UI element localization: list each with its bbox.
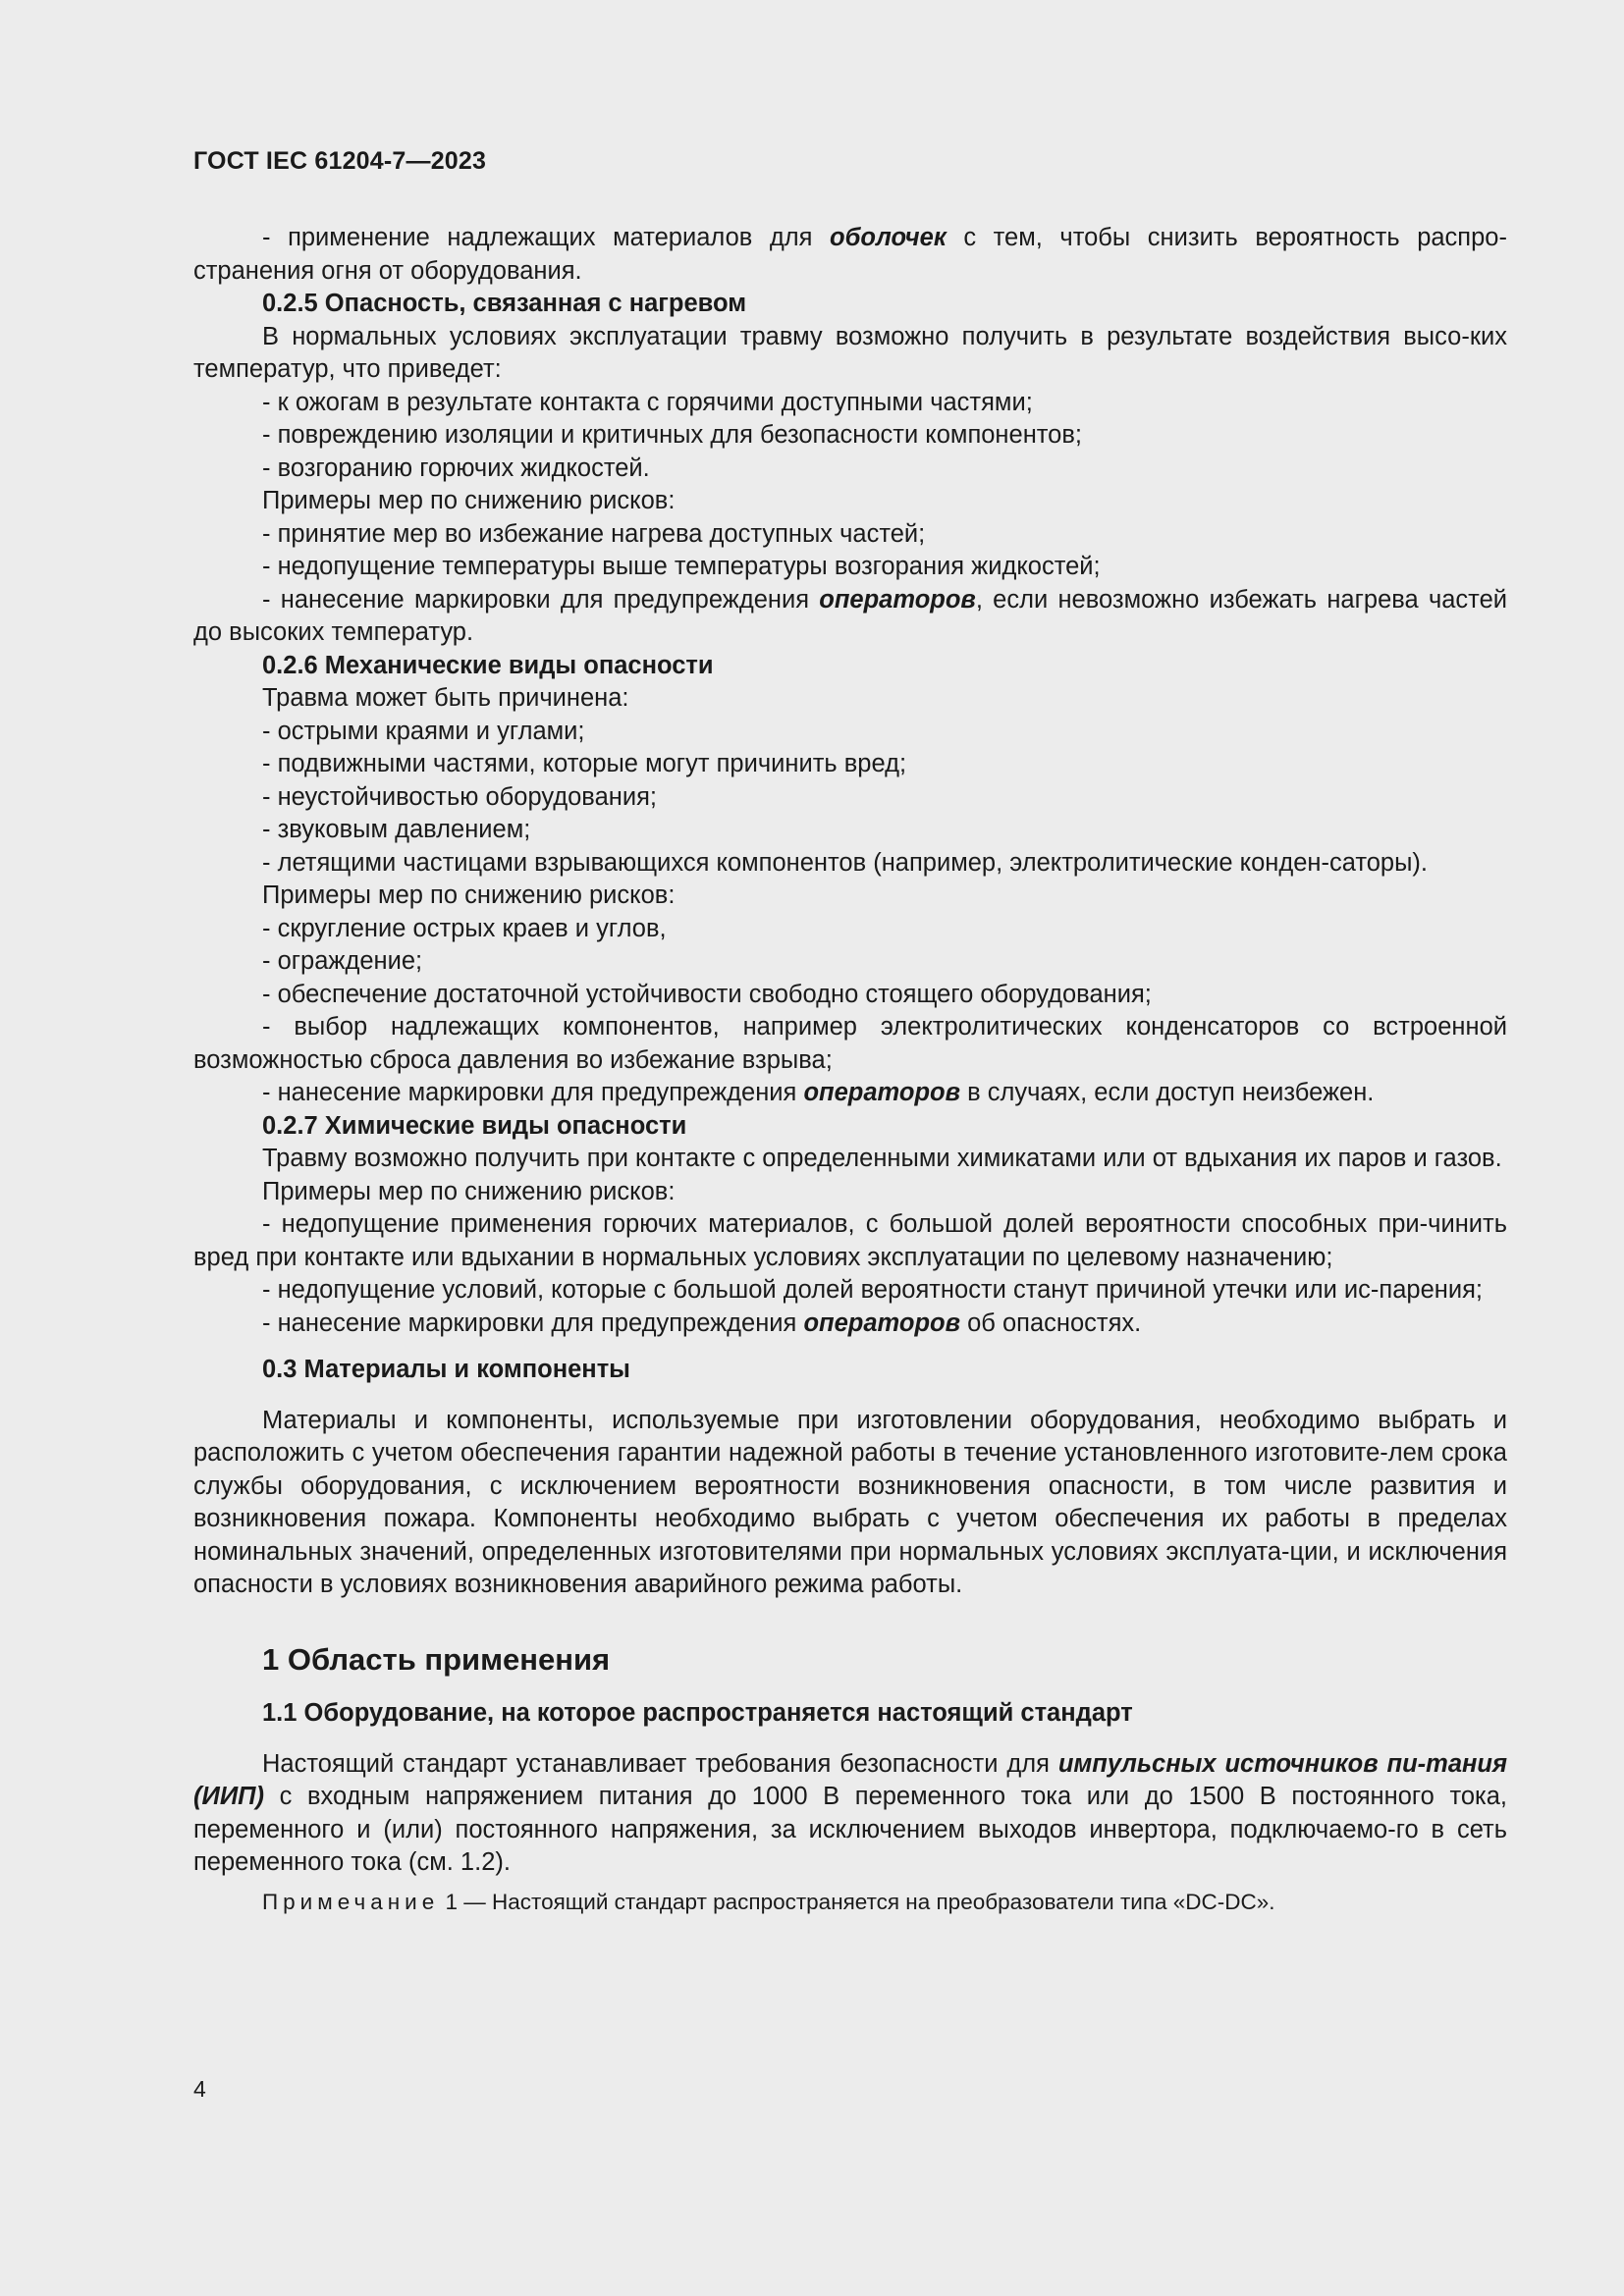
document-body bbox=[193, 222, 1507, 1880]
text-run: - нанесение маркировки для предупреждения bbox=[262, 1308, 804, 1337]
defined-term: операторов bbox=[803, 1079, 960, 1106]
text-run: - звуковым давлением; bbox=[262, 816, 531, 843]
note-text: 1 — Настоящий стандарт распространяется на преобразователи типа «DC-DC». bbox=[439, 1889, 1275, 1914]
text-run: - применение надлежащих материалов для bbox=[262, 224, 831, 251]
list-item bbox=[193, 716, 1507, 749]
text-run: об опасностях. bbox=[960, 1308, 1142, 1337]
text-run: - скругление острых краев и углов, bbox=[262, 914, 667, 942]
text-run: - нанесение маркировки для предупреждения bbox=[262, 1079, 804, 1106]
list-item bbox=[193, 945, 1507, 979]
text-run: - недопущение применения горючих материалов, с большой долей вероятности способных при-чинить вред при контакте или вдыхании в нормальных условиях эксплуатации по целевому назначению; bbox=[193, 1210, 1507, 1271]
text-run: 0.2.6 Механические виды опасности bbox=[262, 651, 714, 679]
text-run: - возгоранию горючих жидкостей. bbox=[262, 454, 650, 482]
text-run: - острыми краями и углами; bbox=[262, 717, 585, 745]
list-item bbox=[193, 584, 1507, 650]
text-run: с тем, чтобы снизить вероятность распро-странения огня от оборудования. bbox=[193, 224, 1507, 285]
list-item bbox=[193, 847, 1507, 881]
text-run: 0.2.5 Опасность, связанная с нагревом bbox=[262, 290, 747, 317]
list-item bbox=[193, 1011, 1507, 1077]
text-run: Травму возможно получить при контакте с определенными химикатами или от вдыхания их паров и газов. bbox=[262, 1145, 1502, 1172]
list-item bbox=[193, 1274, 1507, 1308]
text-run: 0.3 Материалы и компоненты bbox=[262, 1356, 630, 1383]
list-item bbox=[193, 880, 1507, 913]
list-item bbox=[193, 485, 1507, 518]
text-run: - подвижными частями, которые могут причинить вред; bbox=[262, 750, 907, 777]
list-item bbox=[193, 453, 1507, 486]
text-run: 1.1 Оборудование, на которое распространяется настоящий стандарт bbox=[262, 1699, 1133, 1727]
list-item bbox=[193, 748, 1507, 781]
text-run: - принятие мер во избежание нагрева доступных частей; bbox=[262, 519, 926, 548]
paragraph bbox=[193, 1143, 1507, 1176]
text-run: - выбор надлежащих компонентов, например электролитических конденсаторов со встроенной возможностью сброса давления во избежание взрыва; bbox=[193, 1013, 1507, 1074]
text-run: - неустойчивостью оборудования; bbox=[262, 782, 657, 811]
note bbox=[193, 1888, 1507, 1917]
list-item bbox=[193, 387, 1507, 420]
text-run: - нанесение маркировки для предупреждения bbox=[262, 585, 820, 614]
defined-term: операторов bbox=[819, 585, 976, 614]
text-run: - летящими частицами взрывающихся компонентов (например, электролитические конден-саторы). bbox=[262, 848, 1429, 877]
subsection-heading bbox=[193, 1110, 1507, 1144]
text-run: Примеры мер по снижению рисков: bbox=[262, 1177, 676, 1205]
page-number: 4 bbox=[193, 2076, 206, 2102]
defined-term: импульсных источников пи-тания (ИИП) bbox=[193, 1749, 1508, 1810]
defined-term: оболочек bbox=[830, 224, 947, 251]
list-item bbox=[193, 1308, 1507, 1341]
text-run: в случаях, если доступ неизбежен. bbox=[960, 1079, 1375, 1106]
text-run: - ограждение; bbox=[262, 947, 423, 975]
text-run: Материалы и компоненты, используемые при изготовлении оборудования, необходимо выбрать и расположить с учетом обеспечения гарантии надежной работы в течение установленного изготовите-лем срока службы оборудования, с исключением вероятности возникновения опасности, в том числе развития и возникновения пожара. Компоненты необходимо выбрать с учетом обеспечения их работы в пределах номинальных значений, определенных изготовителями при нормальных условиях эксплуата-ции, и исключения опасности в условиях возникновения аварийного режима работы. bbox=[193, 1406, 1507, 1598]
section-heading bbox=[193, 1354, 1507, 1387]
text-run: 0.2.7 Химические виды опасности bbox=[262, 1111, 687, 1140]
list-item bbox=[193, 1208, 1507, 1274]
text-run: - повреждению изоляции и критичных для безопасности компонентов; bbox=[262, 421, 1082, 449]
document-page bbox=[193, 147, 1507, 1917]
list-item bbox=[193, 913, 1507, 946]
text-run: Травма может быть причинена: bbox=[262, 684, 629, 712]
text-run: Настоящий стандарт устанавливает требования безопасности для bbox=[262, 1749, 1058, 1778]
defined-term: операторов bbox=[803, 1308, 960, 1337]
list-item bbox=[193, 222, 1507, 288]
subsection-heading bbox=[193, 650, 1507, 683]
document-header: ГОСТ IEC 61204-7—2023 bbox=[193, 147, 487, 175]
section-heading bbox=[193, 1697, 1507, 1731]
text-run: 1 Область применения bbox=[262, 1641, 611, 1677]
list-item bbox=[193, 781, 1507, 815]
text-run: - к ожогам в результате контакта с горячими доступными частями; bbox=[262, 388, 1033, 416]
text-run: с входным напряжением питания до 1000 В переменного тока или до 1500 В постоянного тока, переменного и (или) постоянного напряжения, за исключением выходов инвертора, подключаемо-го в сеть переменного тока (см. 1.2). bbox=[193, 1783, 1507, 1876]
text-run: В нормальных условиях эксплуатации травму возможно получить в результате воздействия высо-ких температур, что приведет: bbox=[193, 322, 1507, 383]
text-run: - недопущение условий, которые с большой долей вероятности станут причиной утечки или ис-парения; bbox=[262, 1276, 1483, 1304]
list-item bbox=[193, 1176, 1507, 1209]
paragraph bbox=[193, 1748, 1507, 1880]
list-item bbox=[193, 814, 1507, 847]
text-run: , если невозможно избежать нагрева частей до высоких температур. bbox=[193, 585, 1507, 646]
text-run: - недопущение температуры выше температуры возгорания жидкостей; bbox=[262, 553, 1101, 580]
paragraph bbox=[193, 1405, 1507, 1602]
text-run: Примеры мер по снижению рисков: bbox=[262, 881, 676, 909]
paragraph bbox=[193, 321, 1507, 387]
list-item bbox=[193, 682, 1507, 716]
chapter-heading bbox=[193, 1643, 1507, 1677]
note-label: Примечание bbox=[262, 1889, 440, 1914]
text-run: Примеры мер по снижению рисков: bbox=[262, 487, 676, 514]
list-item bbox=[193, 979, 1507, 1012]
list-item bbox=[193, 518, 1507, 552]
text-run: - обеспечение достаточной устойчивости свободно стоящего оборудования; bbox=[262, 980, 1152, 1008]
list-item bbox=[193, 419, 1507, 453]
list-item bbox=[193, 551, 1507, 584]
list-item bbox=[193, 1077, 1507, 1110]
subsection-heading bbox=[193, 288, 1507, 321]
